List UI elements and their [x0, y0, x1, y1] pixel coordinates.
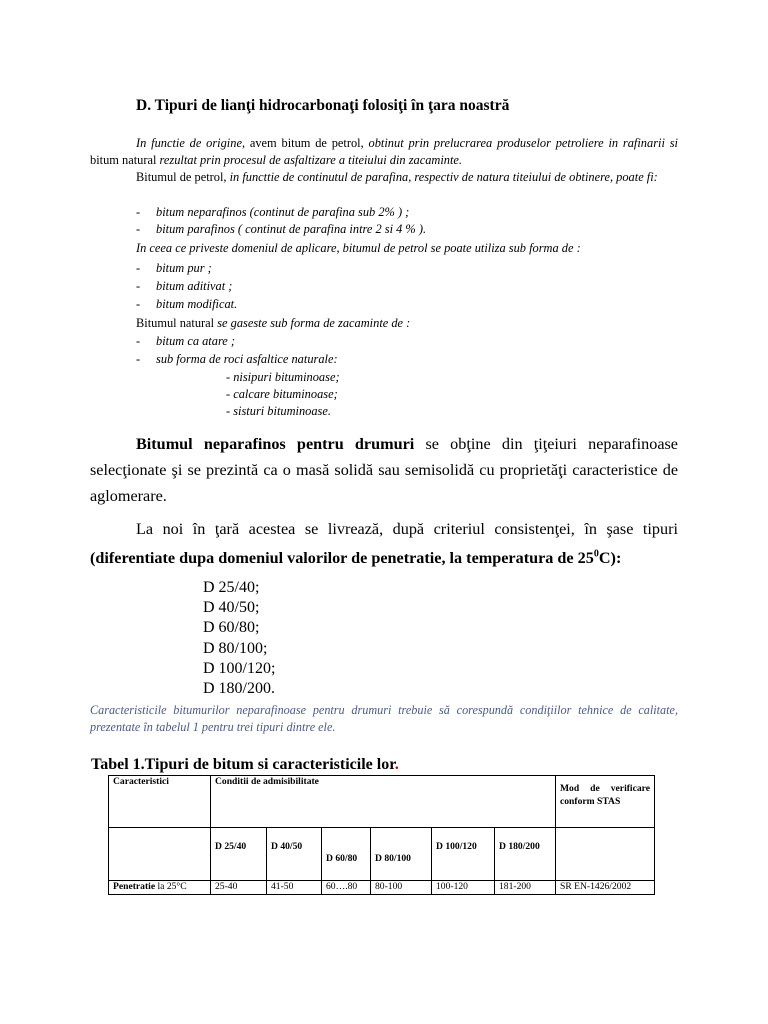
natural-paragraph: [136, 315, 410, 332]
origin-text-e: bitum natural: [90, 153, 160, 167]
list-dash: -: [136, 352, 141, 366]
header-conditions: Conditii de admisibilitate: [211, 776, 556, 828]
type-item: D 60/80;: [203, 619, 260, 637]
bitumen-bold: Bitumul neparafinos pentru drumuri: [136, 435, 415, 453]
origin-text-c: bitum de petrol,: [281, 136, 369, 150]
list-item: bitum ca atare ;: [156, 334, 236, 348]
delivery-bold: [90, 549, 621, 567]
sub-list-item: - calcare bituminoase;: [226, 387, 338, 401]
header-method: [556, 776, 655, 828]
table-types-row: [109, 828, 655, 881]
table-caption-dot: .: [394, 756, 399, 773]
row-label-bold: Penetratie: [113, 881, 156, 892]
empty-cell: [556, 828, 655, 881]
row-value: 181-200: [495, 881, 556, 895]
row-value: 41-50: [267, 881, 322, 895]
usage-paragraph: In ceea ce priveste domeniul de aplicare, bitumul de petrol se poate utiliza sub forma de :: [136, 241, 581, 255]
col-header: D 180/200: [495, 828, 556, 881]
natural-text-a: Bitumul natural: [136, 316, 218, 330]
sub-list-item: - nisipuri bituminoase;: [226, 370, 340, 384]
col-header: D 40/50: [267, 828, 322, 881]
petrol-text-a: Bitumul de petrol,: [136, 170, 230, 184]
section-heading: D. Tipuri de lianţi hidrocarbonaţi folosiţi în ţara noastră: [136, 97, 510, 114]
degree-superscript: 0: [593, 549, 599, 560]
origin-text-a: In functie de origine: [136, 136, 242, 150]
table-header-row: [109, 776, 655, 828]
list-item: sub forma de roci asfaltice naturale:: [156, 352, 338, 366]
origin-text-d: obtinut prin prelucrarea produselor petroliere in rafinarii si: [368, 136, 678, 150]
list-item: bitum parafinos ( continut de parafina intre 2 si 4 % ).: [156, 222, 427, 236]
header-characteristics: Caracteristici: [109, 776, 211, 828]
delivery-paragraph: [90, 516, 678, 571]
type-item: D 80/100;: [203, 639, 268, 657]
origin-text-b: , avem: [241, 136, 282, 150]
empty-cell: [109, 828, 211, 881]
row-value: 25-40: [211, 881, 267, 895]
col-header: D 25/40: [211, 828, 267, 881]
delivery-end: C):: [598, 549, 622, 568]
row-value: 60….80: [322, 881, 371, 895]
table-row: [109, 881, 655, 895]
bitumen-paragraph: [90, 431, 678, 509]
row-value: 80-100: [371, 881, 432, 895]
col-header: D 100/120: [432, 828, 495, 881]
quality-note: Caracteristicile bitumurilor neparafinoase pentru drumuri trebuie să corespundă condiţiilor tehnice de calitate, prezentate în tabelul 1 pentru trei tipuri dintre ele.: [90, 703, 678, 734]
type-item: D 40/50;: [203, 599, 260, 617]
bitumen-spec-table: [108, 775, 655, 895]
list-dash: -: [136, 261, 141, 275]
list-dash: -: [136, 205, 141, 219]
list-dash: -: [136, 279, 141, 293]
origin-text-f: rezultat prin procesul de asfaltizare a titeiului din zacaminte.: [159, 153, 463, 167]
delivery-bold-text: (diferentiate dupa domeniul valorilor de penetratie, la temperatura de 25: [90, 549, 594, 568]
row-method: SR EN-1426/2002: [556, 881, 655, 895]
table-caption: [91, 756, 399, 774]
bitumen-rest: se obţine din ţiţeiuri neparafinoase selecţionate şi se prezintă ca o masă solidă sau semisolidă cu proprietăţi caracteristice de aglomerare.: [90, 435, 678, 505]
petrol-text-b: in functtie de continutul de parafina, respectiv de natura titeiului de obtinere, poate fi:: [229, 170, 658, 184]
list-dash: -: [136, 334, 141, 348]
row-value: 100-120: [432, 881, 495, 895]
bitumen-types-list: [203, 578, 275, 699]
petrol-paragraph: [90, 169, 678, 186]
list-dash: -: [136, 297, 141, 311]
origin-paragraph: [90, 135, 678, 169]
col-header: D 80/100: [371, 828, 432, 881]
table-caption-text: Tabel 1.Tipuri de bitum si caracteristicile lor: [91, 756, 395, 773]
natural-text-b: se gaseste sub forma de zacaminte de :: [217, 316, 411, 330]
col-header: D 60/80: [322, 828, 371, 881]
row-label: [109, 881, 211, 895]
row-label-rest: la 25°C: [155, 881, 187, 892]
header-method-text: Mod de verificare conform STAS: [560, 783, 650, 807]
list-item: bitum modificat.: [156, 297, 238, 311]
sub-list-item: - sisturi bituminoase.: [226, 404, 331, 418]
list-dash: -: [136, 222, 141, 236]
type-item: D 180/200.: [203, 680, 275, 698]
list-item: bitum pur ;: [156, 261, 212, 275]
delivery-normal: La noi în ţară acestea se livrează, după criteriul consistenţei, în şase tipuri: [136, 520, 678, 538]
type-item: D 100/120;: [203, 659, 276, 677]
type-item: D 25/40;: [203, 579, 260, 596]
list-item: bitum aditivat ;: [156, 279, 233, 293]
list-item: bitum neparafinos (continut de parafina sub 2% ) ;: [156, 205, 410, 219]
